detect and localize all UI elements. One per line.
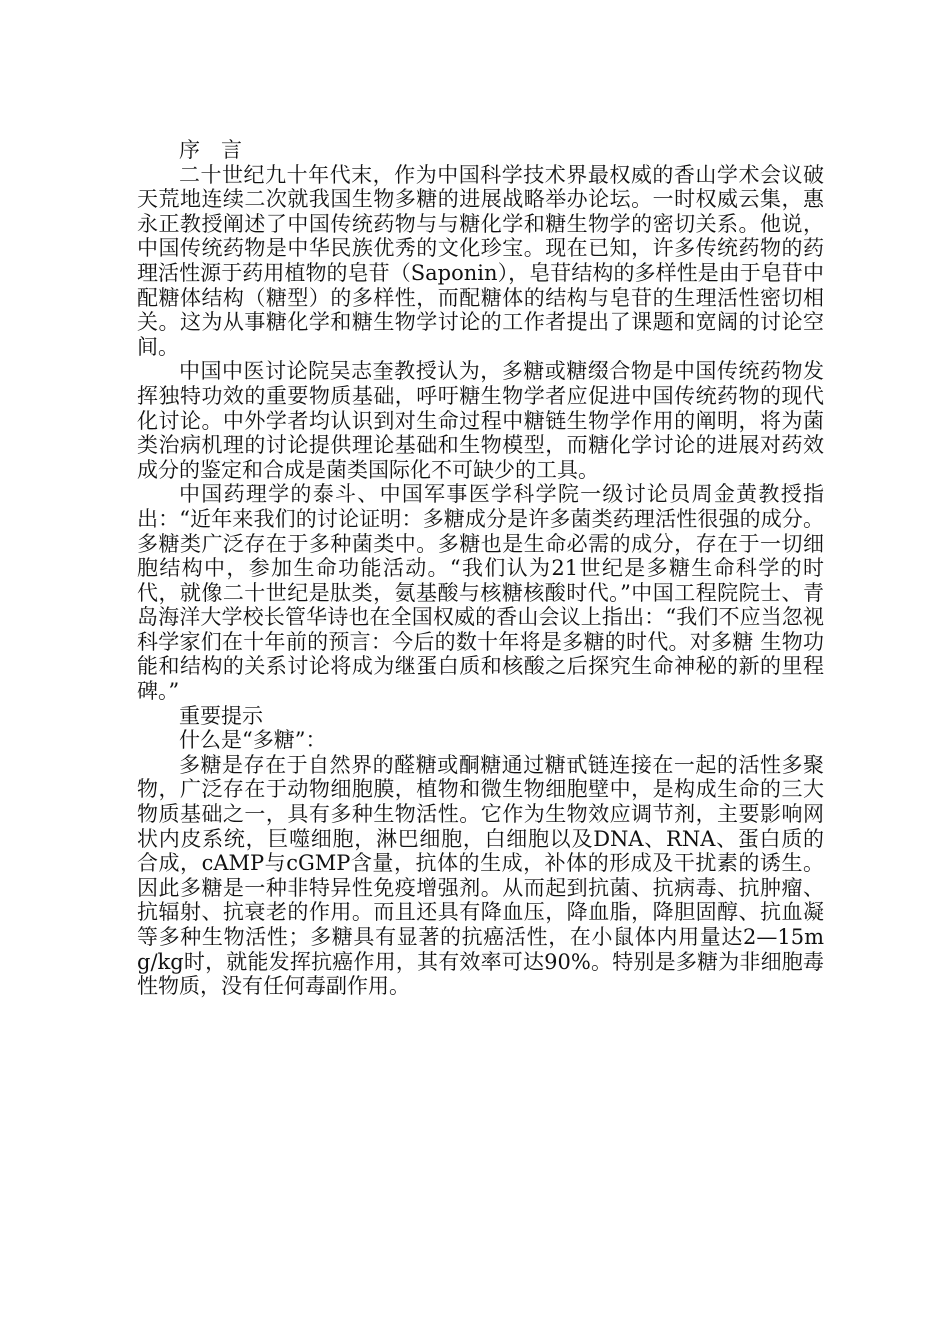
section-heading: 重要提示 [179,703,263,728]
document-title [137,138,824,163]
paragraph-wu-zhikui: 中国中医讨论院吴志奎教授认为，多糖或糖缀合物是中国传统药物发挥独特功效的重要物质基础，呼吁糖生物学者应促进中国传统药物的现代化讨论。中外学者均认识到对生命过程中糖链生物学作用的阐明，将为菌类治病机理的讨论提供理论基础和生物模型，而糖化学讨论的进展对药效成分的鉴定和合成是菌类国际化不可缺少的工具。 [137,359,824,482]
paragraph-polysaccharide-definition: 多糖是存在于自然界的醛糖或酮糖通过糖甙链连接在一起的活性多聚物，广泛存在于动物细胞膜，植物和微生物细胞壁中，是构成生命的三大物质基础之一，具有多种生物活性。它作为生物效应调节剂，主要影响网状内皮系统，巨噬细胞，淋巴细胞，白细胞以及DNA、RNA、蛋白质的合成，cAMP与cGMP含量，抗体的生成，补体的形成及干扰素的诱生。因此多糖是一种非特异性免疫增强剂。从而起到抗菌、抗病毒、抗肿瘤、抗辐射、抗衰老的作用。而且还具有降血压，降血脂，降胆固醇、抗血凝等多种生物活性；多糖具有显著的抗癌活性，在小鼠体内用量达2—15mg/kg时，就能发挥抗癌作用，其有效率可达90%。特别是多糖为非细胞毒性物质，没有任何毒副作用。 [137,752,824,999]
document-title-text: 序 言 [179,138,242,162]
paragraph-zhou-jinhuang: 中国药理学的泰斗、中国军事医学科学院一级讨论员周金黄教授指出：“近年来我们的讨论证明：多糖成分是许多菌类药理活性很强的成分。多糖类广泛存在于多种菌类中。多糖也是生命必需的成分，存在于一切细胞结构中，参加生命功能活动。“我们认为21世纪是多糖生命科学的时代，就像二十世纪是肽类，氨基酸与核糖核酸时代。”中国工程院院士、青岛海洋大学校长管华诗也在全国权威的香山会议上指出：“我们不应当忽视科学家们在十年前的预言：今后的数十年将是多糖的时代。对多糖 生物功能和结构的关系讨论将成为继蛋白质和核酸之后探究生命神秘的新的里程碑。” [137,482,824,704]
document-page [137,138,824,999]
paragraph-intro: 二十世纪九十年代末，作为中国科学技术界最权威的香山学术会议破天荒地连续二次就我国生物多糖的进展战略举办论坛。一时权威云集，惠永正教授阐述了中国传统药物与与糖化学和糖生物学的密切关系。他说，中国传统药物是中华民族优秀的文化珍宝。现在已知，许多传统药物的药理活性源于药用植物的皂苷（Saponin），皂苷结构的多样性是由于皂苷中配糖体结构（糖型）的多样性，而配糖体的结构与皂苷的生理活性密切相关。这为从事糖化学和糖生物学讨论的工作者提出了课题和宽阔的讨论空间。 [137,162,824,359]
sub-heading: 什么是“多糖”： [179,728,327,753]
